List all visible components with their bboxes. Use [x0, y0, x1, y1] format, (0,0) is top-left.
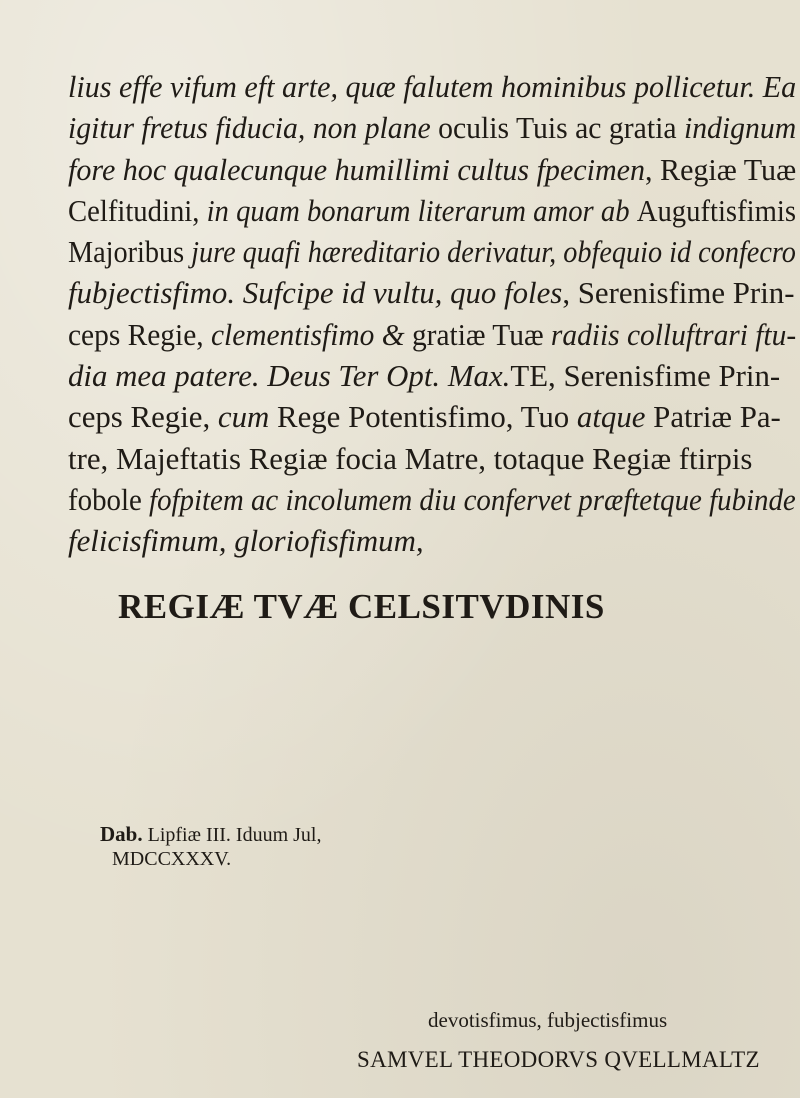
author-signature: SAMVEL THEODORVS QVELLMALTZ — [357, 1047, 760, 1072]
text-run: , Regiæ Tuæ — [645, 151, 797, 187]
text-run: Rege Potentisfimo, Tuo — [276, 399, 577, 435]
text-run: ceps Regie, — [68, 316, 211, 352]
text-line — [68, 479, 796, 520]
text-line — [68, 314, 797, 355]
dedication-heading: REGIÆ TVÆ CELSITVDINIS — [118, 587, 605, 626]
text-run: oculis Tuis ac gratia — [438, 110, 684, 146]
dateline — [100, 822, 321, 871]
text-run: Patriæ Pa- — [653, 399, 781, 435]
dateline-abbreviation: Dab. — [100, 822, 143, 846]
text-line — [68, 66, 797, 107]
text-run: dia mea patere. Deus Ter Opt. Max. — [68, 358, 511, 394]
text-run: fofpitem ac incolumem diu confervet præftetque fubinde — [149, 481, 796, 517]
text-run: tre, Majeftatis Regiæ focia Matre, totaque Regiæ ftirpis — [68, 440, 753, 476]
text-run: indignum — [683, 110, 797, 146]
text-run: atque — [576, 399, 654, 435]
text-run: igitur fretus fiducia, non plane — [68, 110, 439, 146]
dateline-year: MDCCXXXV. — [112, 848, 232, 870]
text-line — [68, 396, 796, 437]
text-run: in quam bonarum literarum amor ab — [206, 192, 637, 228]
text-run: clementisfimo & — [210, 316, 412, 352]
text-run: ceps Regie, — [68, 399, 218, 435]
text-run: cum — [217, 399, 277, 435]
text-run: radiis colluftrari ftu- — [550, 316, 797, 352]
dedication-body-text — [68, 66, 800, 562]
text-run: Auguftisfimis — [636, 192, 797, 228]
text-line — [68, 438, 796, 479]
text-run: fobole — [68, 481, 150, 517]
text-run: Celfitudini, — [68, 192, 207, 228]
text-run: jure quafi hæreditario derivatur, obfequio id confecro — [191, 234, 796, 270]
text-line — [68, 231, 796, 272]
text-line — [68, 149, 797, 190]
text-line — [68, 355, 796, 396]
text-run: , Serenisfime Prin- — [562, 275, 795, 311]
text-line — [68, 272, 796, 313]
dateline-place-date: Lipfiæ III. Iduum Jul, — [147, 824, 322, 846]
text-line — [68, 520, 796, 561]
text-run: lius effe vifum eft arte, quæ falutem hominibus pollicetur. Ea — [68, 69, 797, 104]
text-run: gratiæ Tuæ — [411, 316, 551, 352]
text-run: Majoribus — [68, 234, 192, 270]
text-run: TE, Serenisfime Prin- — [510, 358, 781, 394]
text-line — [68, 107, 797, 148]
closing-formula: devotisfimus, fubjectisfimus — [428, 1008, 668, 1032]
text-run: fore hoc qualecunque humillimi cultus fpecimen — [68, 151, 646, 187]
text-run: felicisfimum, gloriofisfimum, — [68, 523, 424, 559]
text-run: fubjectisfimo. Sufcipe id vultu, quo foles — [68, 275, 563, 311]
dateline-first-line — [100, 822, 321, 847]
text-line — [68, 190, 797, 231]
